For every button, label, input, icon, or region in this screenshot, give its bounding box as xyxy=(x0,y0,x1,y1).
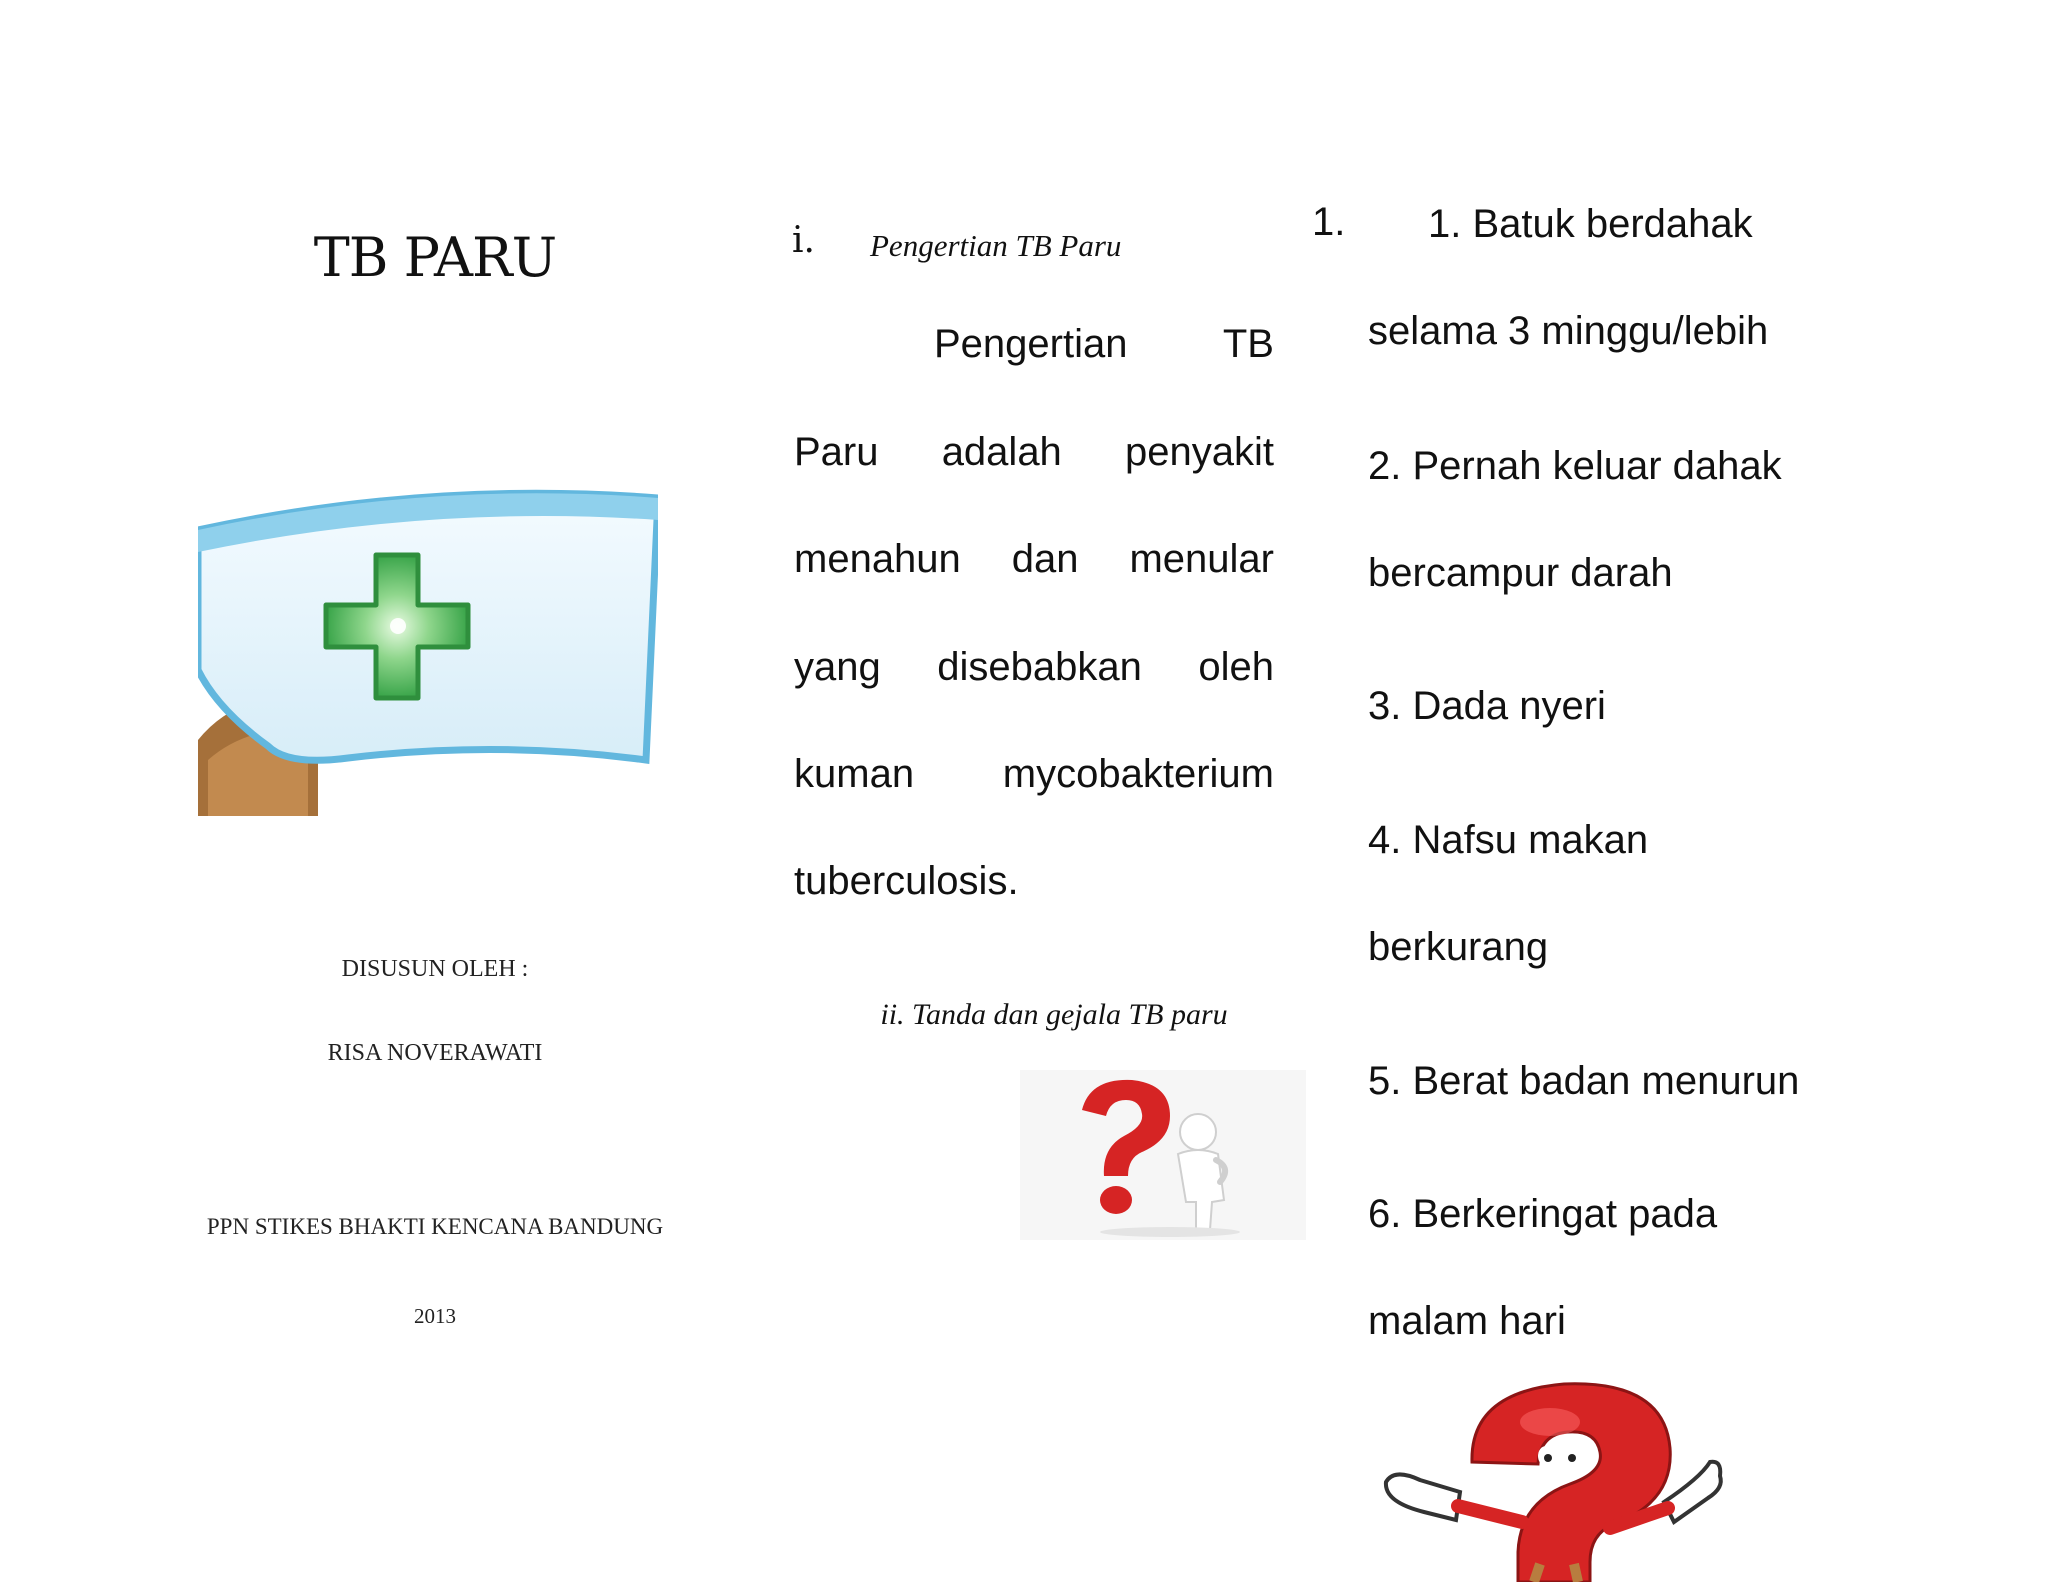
symptom-line: bercampur darah xyxy=(1368,551,1673,595)
question-mark-person-icon xyxy=(1020,1070,1306,1240)
definition-word: kuman xyxy=(794,752,915,796)
definition-line-6 xyxy=(794,857,1274,905)
definition-word: tuberculosis. xyxy=(794,859,1019,903)
definition-word: adalah xyxy=(941,430,1062,474)
section-1-heading: Pengertian TB Paru xyxy=(870,228,1122,263)
symptom-line: 6. Berkeringat pada xyxy=(1368,1192,1718,1236)
definition-line-4 xyxy=(794,643,1274,691)
section-2-heading: ii. Tanda dan gejala TB paru xyxy=(880,998,1228,1031)
section-1-marker: i. xyxy=(792,220,815,261)
symptom-line: 3. Dada nyeri xyxy=(1368,684,1606,728)
symptom-line: 5. Berat badan menurun xyxy=(1368,1059,1800,1103)
institution-name: PPN STIKES BHAKTI KENCANA BANDUNG xyxy=(206,1214,664,1239)
definition-word: mycobakterium xyxy=(1002,752,1274,796)
definition-word: TB xyxy=(1222,322,1274,366)
author-label: DISUSUN OLEH : xyxy=(341,956,529,982)
definition-word: menahun xyxy=(794,537,961,581)
definition-word: dan xyxy=(1011,537,1079,581)
definition-word: Pengertian xyxy=(934,322,1128,366)
definition-word: Paru xyxy=(794,430,879,474)
symptom-line: 1. Batuk berdahak xyxy=(1428,202,1753,246)
definition-line-2 xyxy=(794,428,1274,476)
definition-word: yang xyxy=(794,645,881,689)
author-name: RISA NOVERAWATI xyxy=(327,1040,543,1066)
symptom-line: 4. Nafsu makan xyxy=(1368,818,1649,862)
definition-word: menular xyxy=(1129,537,1274,581)
publication-year: 2013 xyxy=(414,1304,456,1328)
definition-word: penyakit xyxy=(1125,430,1274,474)
list-outer-number: 1. xyxy=(1312,200,1346,244)
question-mark-character-icon xyxy=(1364,1352,1784,1582)
cover-title: TB PARU xyxy=(313,226,557,289)
symptom-line: selama 3 minggu/lebih xyxy=(1368,309,1769,353)
symptom-line: 2. Pernah keluar dahak xyxy=(1368,444,1782,488)
definition-line-3 xyxy=(794,535,1274,583)
symptom-line: berkurang xyxy=(1368,925,1549,969)
symptom-line: malam hari xyxy=(1368,1299,1566,1343)
nurse-cap-icon xyxy=(198,440,658,816)
definition-line-5 xyxy=(794,750,1274,798)
definition-line-1 xyxy=(934,320,1274,368)
definition-word: oleh xyxy=(1198,645,1274,689)
definition-word: disebabkan xyxy=(937,645,1142,689)
